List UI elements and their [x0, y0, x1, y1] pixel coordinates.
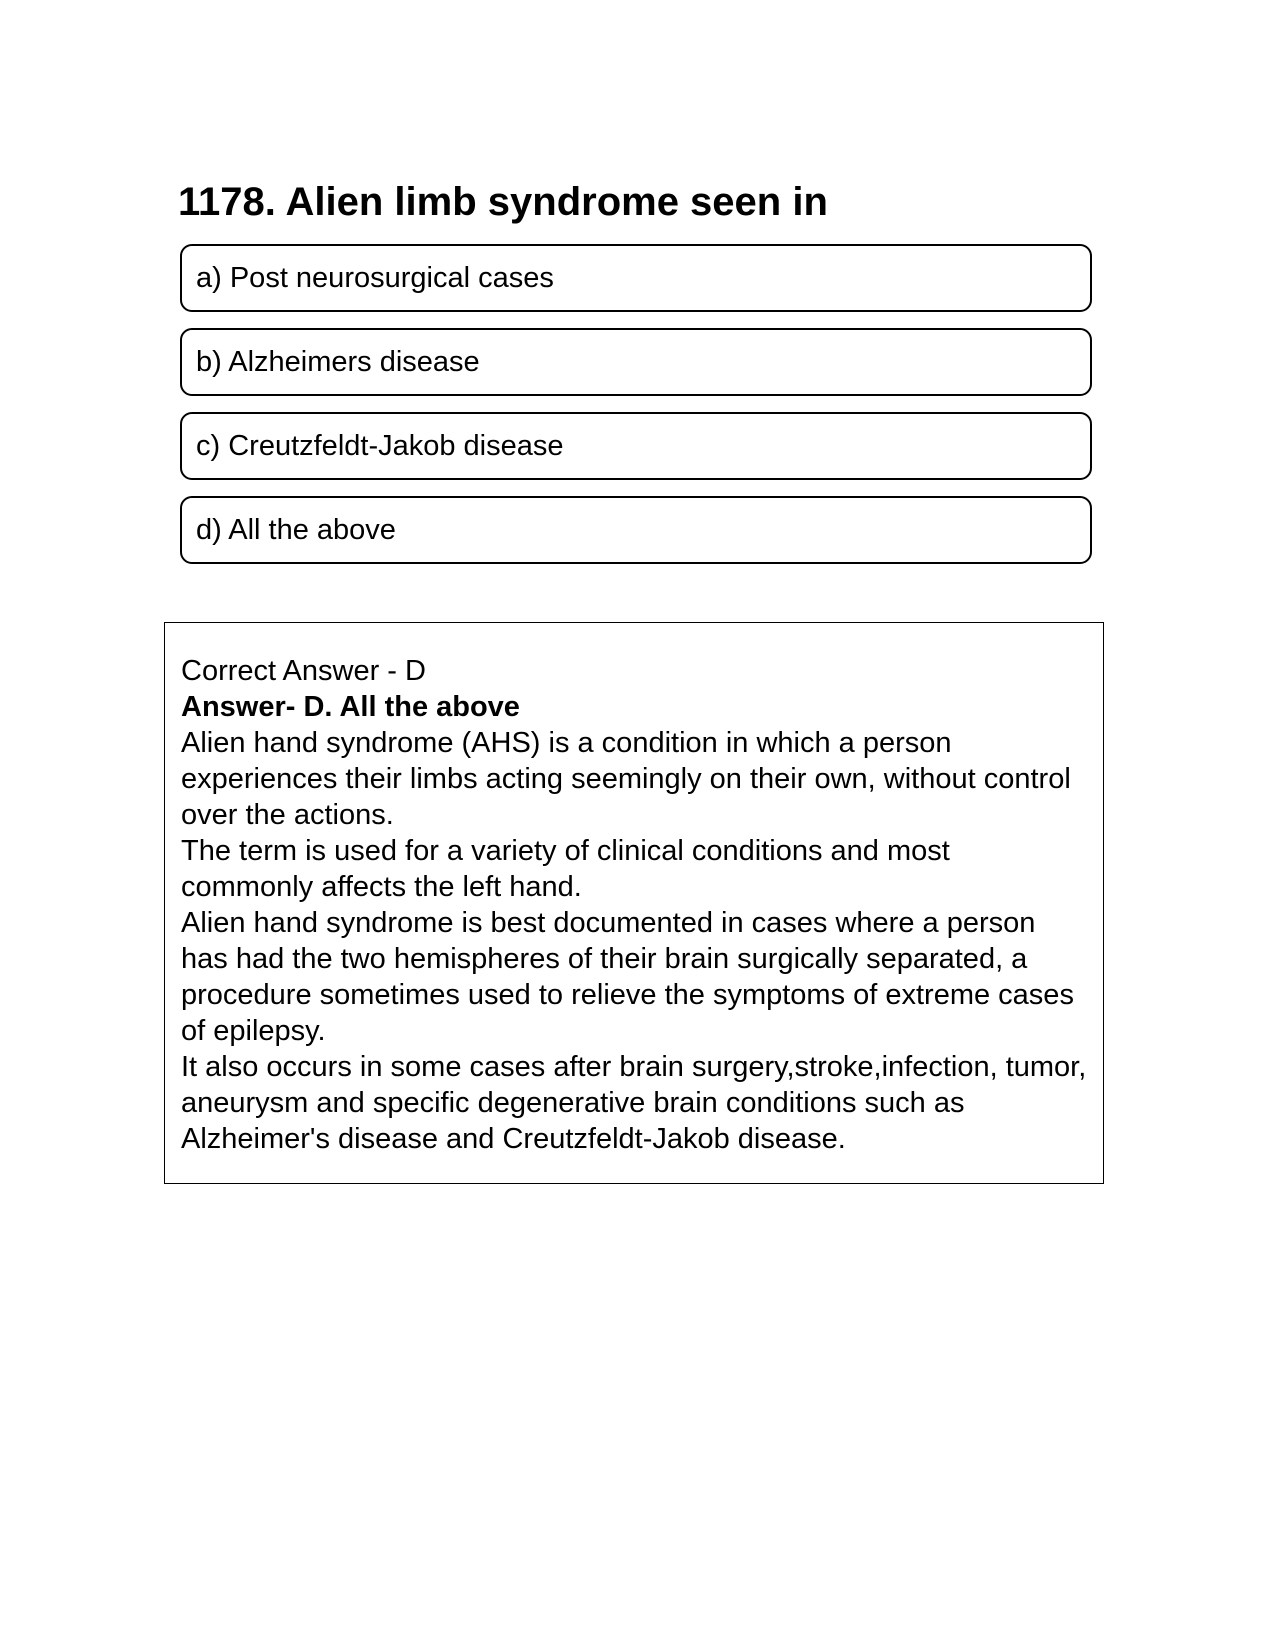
question-title: 1178. Alien limb syndrome seen in [178, 180, 828, 224]
answer-explanation-box [164, 622, 1104, 1184]
explanation-paragraph-3: Alien hand syndrome is best documented in cases where a person has had the two hemispheres of their brain surgically separated, a procedure sometimes used to relieve the symptoms of extreme cases of epilepsy. [181, 907, 1074, 1047]
option-b[interactable]: b) Alzheimers disease [180, 328, 1092, 396]
option-a[interactable]: a) Post neurosurgical cases [180, 244, 1092, 312]
explanation-paragraph-4: It also occurs in some cases after brain surgery,stroke,infection, tumor, aneurysm and specific degenerative brain conditions such as Alzheimer's disease and Creutzfeldt-Jakob disease. [181, 1051, 1087, 1155]
answer-options [180, 244, 1092, 580]
answer-heading: Answer- D. All the above [181, 691, 520, 723]
option-d[interactable]: d) All the above [180, 496, 1092, 564]
explanation-paragraph-2: The term is used for a variety of clinical conditions and most commonly affects the left hand. [181, 835, 950, 903]
option-c[interactable]: c) Creutzfeldt-Jakob disease [180, 412, 1092, 480]
correct-answer-line: Correct Answer - D [181, 655, 426, 687]
explanation-paragraph-1: Alien hand syndrome (AHS) is a condition in which a person experiences their limbs acting seemingly on their own, without control over the actions. [181, 727, 1071, 831]
